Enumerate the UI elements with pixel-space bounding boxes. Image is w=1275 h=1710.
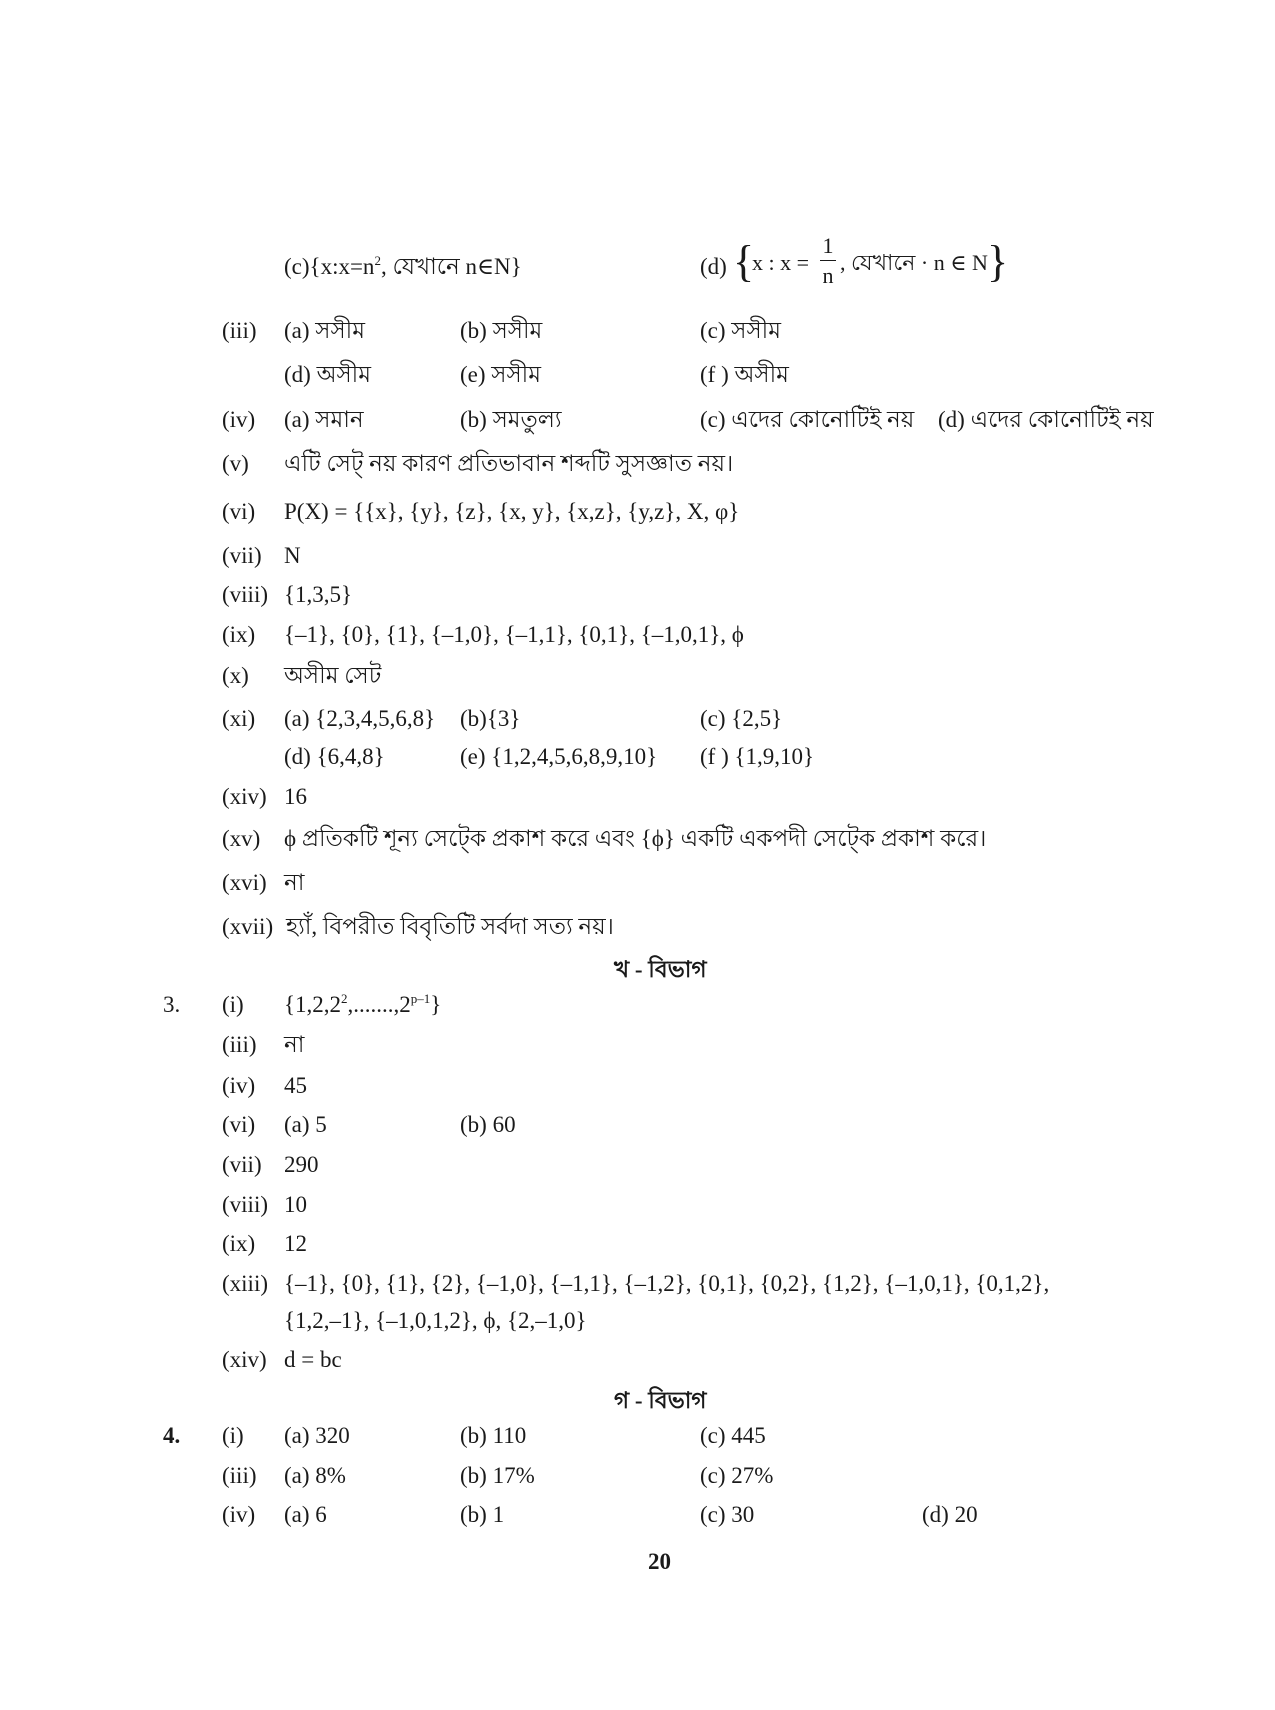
- item-iv-a: (a) সমান: [284, 407, 364, 432]
- item-x-text: অসীম সেট: [284, 663, 382, 688]
- q3-iii-label: (iii): [222, 1032, 257, 1057]
- q4-iv-label: (iv): [222, 1502, 256, 1527]
- item-ix-label: (ix): [222, 622, 256, 647]
- q3-vi-label: (vi): [222, 1112, 256, 1137]
- q3-iv-label: (iv): [222, 1073, 256, 1098]
- item-iii-label: (iii): [222, 318, 257, 343]
- q4-iv-d: (d) 20: [922, 1502, 978, 1527]
- item-iv-c: (c) এদের কোনোটিই নয়: [700, 407, 915, 432]
- item-ix-text: {–1}, {0}, {1}, {–1,0}, {–1,1}, {0,1}, {–1,0,1}, ϕ: [284, 622, 744, 647]
- item-xi-d: (d) {6,4,8}: [284, 744, 385, 769]
- item-iii-c: (c) সসীম: [700, 318, 782, 343]
- q4-i-a: (a) 320: [284, 1423, 350, 1448]
- q3-xiv-text: d = bc: [284, 1347, 342, 1372]
- item-iii-f: (f ) অসীম: [700, 362, 789, 387]
- item-v-text: এটি সেট্ নয় কারণ প্রতিভাবান শব্দটি সুসজ্ঞাত নয়।: [284, 451, 734, 476]
- q3-xiv-label: (xiv): [222, 1347, 267, 1372]
- option-c-main: (c){x:x=n: [284, 254, 375, 279]
- question-4-number: 4.: [163, 1423, 181, 1448]
- fraction-denominator: n: [822, 263, 834, 288]
- q4-iv-c: (c) 30: [700, 1502, 755, 1527]
- item-v-label: (v): [222, 451, 249, 476]
- q3-ix-text: 12: [284, 1231, 307, 1256]
- q4-i-b: (b) 110: [460, 1423, 527, 1448]
- item-iii-e: (e) সসীম: [460, 362, 542, 387]
- q3-i-sup2: p–1: [410, 991, 431, 1006]
- item-xi-f: (f ) {1,9,10}: [700, 744, 815, 769]
- q3-i-label: (i): [222, 992, 244, 1017]
- item-vi-label: (vi): [222, 499, 256, 524]
- option-d-left-brace: {: [733, 237, 755, 286]
- question-3-number: 3.: [163, 992, 181, 1017]
- item-xvi-text: না: [284, 870, 305, 895]
- item-iii-b: (b) সসীম: [460, 318, 543, 343]
- item-iv-b: (b) সমতুল্য: [460, 407, 562, 432]
- item-xiv-text: 16: [284, 784, 307, 809]
- option-d-right-brace: }: [987, 237, 1009, 286]
- item-xi-a: (a) {2,3,4,5,6,8}: [284, 706, 436, 731]
- q3-i-main: {1,2,2: [284, 992, 342, 1017]
- q3-viii-label: (viii): [222, 1192, 268, 1217]
- item-xv-label: (xv): [222, 826, 261, 851]
- item-iii-a: (a) সসীম: [284, 318, 366, 343]
- option-d-fraction: [820, 235, 836, 287]
- item-vii-text: N: [284, 543, 301, 568]
- option-c-rest: , যেখানে n∈N}: [380, 254, 522, 279]
- item-iv-d: (d) এদের কোনোটিই নয়: [938, 407, 1154, 432]
- section-heading-ga: গ - বিভাগ: [614, 1388, 707, 1413]
- q3-i-text: [284, 993, 441, 1016]
- fraction-numerator: 1: [822, 233, 834, 258]
- q4-iii-a: (a) 8%: [284, 1463, 346, 1488]
- q3-iii-text: না: [284, 1032, 305, 1057]
- item-xi-e: (e) {1,2,4,5,6,8,9,10}: [460, 744, 658, 769]
- item-xvii-label: (xvii): [222, 914, 274, 939]
- q3-i-end: }: [430, 992, 442, 1017]
- item-x-label: (x): [222, 663, 249, 688]
- item-iv-label: (iv): [222, 407, 256, 432]
- item-xiv-label: (xiv): [222, 784, 267, 809]
- item-xvi-label: (xvi): [222, 870, 267, 895]
- q3-vii-text: 290: [284, 1152, 319, 1177]
- q3-iv-text: 45: [284, 1073, 307, 1098]
- q3-xiii-text: {–1}, {0}, {1}, {2}, {–1,0}, {–1,1}, {–1,2}, {0,1}, {0,2}, {1,2}, {–1,0,1}, {0,1,2},: [284, 1271, 1050, 1296]
- item-vi-text: P(X) = {{x}, {y}, {z}, {x, y}, {x,z}, {y,z}, X, φ}: [284, 499, 740, 524]
- q3-i-sup1: 2: [341, 991, 348, 1006]
- option-c-sup: 2: [374, 253, 381, 268]
- item-xv-text: ϕ প্রতিকটি শূন্য সেট্কে প্রকাশ করে এবং {ϕ} একটি একপদী সেট্কে প্রকাশ করে।: [284, 826, 987, 851]
- q4-iv-a: (a) 6: [284, 1502, 327, 1527]
- option-d-label: (d): [700, 254, 727, 279]
- option-d-where: , যেখানে · n ∈ N: [840, 250, 988, 275]
- item-vii-label: (vii): [222, 543, 262, 568]
- q4-iv-b: (b) 1: [460, 1502, 505, 1527]
- q4-iii-b: (b) 17%: [460, 1463, 535, 1488]
- q3-i-mid: ,.......,2: [347, 992, 411, 1017]
- q3-viii-text: 10: [284, 1192, 307, 1217]
- item-xvii-text: হ্যাঁ, বিপরীত বিবৃতিটি সর্বদা সত্য নয়।: [286, 914, 614, 939]
- q3-vi-b: (b) 60: [460, 1112, 516, 1137]
- q3-xiii-text-cont: {1,2,–1}, {–1,0,1,2}, ϕ, {2,–1,0}: [284, 1308, 587, 1333]
- q4-i-label: (i): [222, 1423, 244, 1448]
- q4-iii-c: (c) 27%: [700, 1463, 774, 1488]
- item-xi-c: (c) {2,5}: [700, 706, 783, 731]
- item-iii-d: (d) অসীম: [284, 362, 372, 387]
- q3-xiii-label: (xiii): [222, 1271, 268, 1296]
- item-xi-b: (b){3}: [460, 706, 521, 731]
- q3-vii-label: (vii): [222, 1152, 262, 1177]
- q3-vi-a: (a) 5: [284, 1112, 327, 1137]
- option-d-x: x : x =: [752, 250, 810, 275]
- item-xi-label: (xi): [222, 706, 256, 731]
- option-c-set: [284, 255, 522, 278]
- q4-i-c: (c) 445: [700, 1423, 766, 1448]
- item-viii-text: {1,3,5}: [284, 582, 353, 607]
- item-viii-label: (viii): [222, 582, 268, 607]
- page-number: 20: [648, 1549, 671, 1574]
- q4-iii-label: (iii): [222, 1463, 257, 1488]
- section-heading-kha: খ - বিভাগ: [614, 957, 707, 982]
- q3-ix-label: (ix): [222, 1231, 256, 1256]
- fraction-bar: [820, 260, 836, 261]
